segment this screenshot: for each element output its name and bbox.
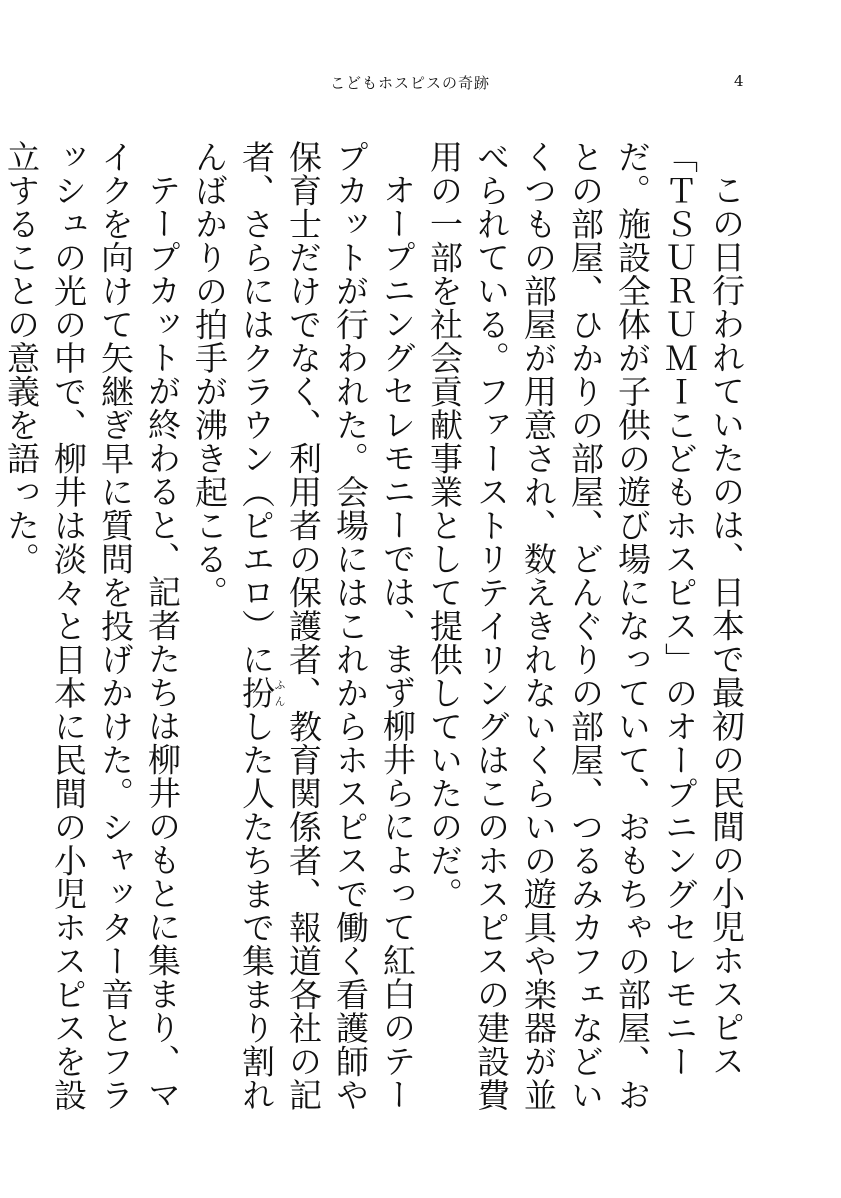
paragraph-1: この日行われていたのは、日本で最初の民間の小児ホスピス「ＴＳＵＲＵＭＩこどもホスピス」のオープニングセレモニーだ。施設全体が子供の遊び場になっていて、おもちゃの部屋、おとの部屋、ひかりの部屋、どんぐりの部屋、つるみカフェなどいくつもの部屋が用意され、数えきれないくらいの遊具や楽器が並べられている。ファーストリテイリングはこのホスピスの建設費用の一部を社会貢献事業として提供していたのだ。 (425, 140, 746, 1112)
ruby-fun-base: 扮 (237, 676, 276, 710)
paragraph-2-text-b: した人たちまで集まり割れんばかりの拍手が沸き起こる。 (190, 140, 276, 1112)
page-number: 4 (734, 72, 744, 90)
body-text (2, 140, 750, 1120)
paragraph-2-text-a: オープニングセレモニーでは、まず柳井らによって紅白のテープカットが行われた。会場にはこれからホスピスで働く看護師や保育士だけでなく、利用者の保護者、教育関係者、報道各社の記者、さらにはクラウン（ピエロ）に (237, 140, 417, 1112)
ruby-fun-reading: ふん (273, 676, 286, 710)
paragraph-3: テープカットが終わると、記者たちは柳井のもとに集まり、マイクを向けて矢継ぎ早に質問を投げかけた。シャッター音とフラッシュの光の中で、柳井は淡々と日本に民間の小児ホスピスを設立することの意義を語った。 (2, 140, 182, 1112)
paragraph-2 (186, 140, 421, 1120)
ruby-fun (237, 676, 286, 710)
running-header-title: こどもホスピスの奇跡 (330, 74, 491, 92)
